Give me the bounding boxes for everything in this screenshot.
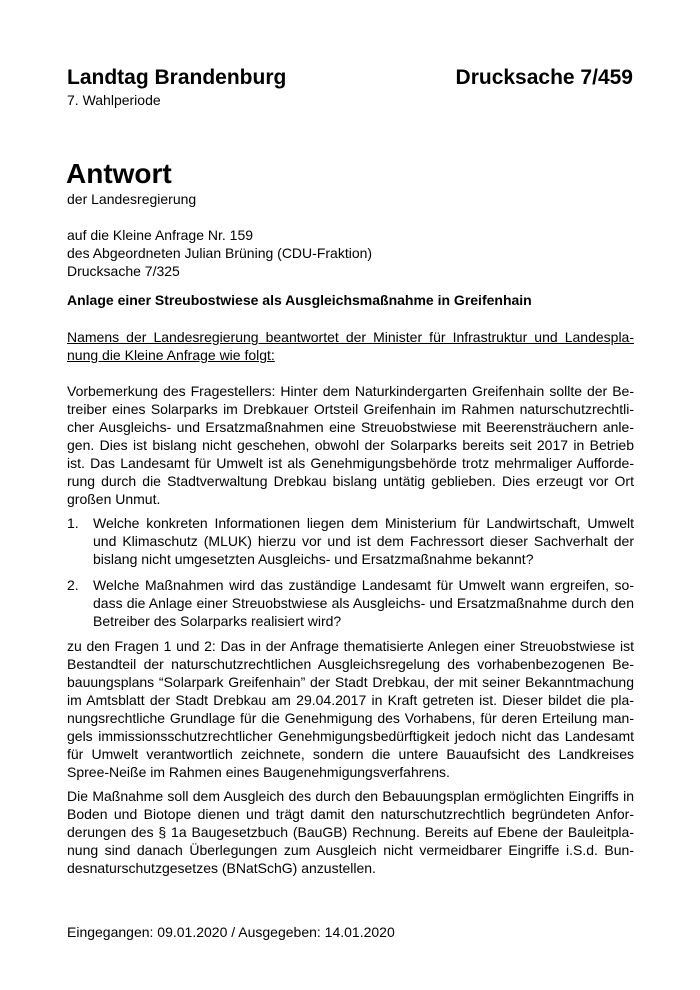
parliament-title: Landtag Brandenburg [67, 66, 287, 89]
answer-paragraph: Die Maßnahme soll dem Ausgleich des durch den Bebauungsplan ermöglichten Eingriffs in Boden und Biotope dienen und trägt damit den naturschutzrechtlich begründeten Anforderungen des § 1a Baugesetzbuch (BauGB) Rechnung. Bereits auf Ebene der Bauleitplanung sind danach Überlegungen zum Ausgleich nicht vermeidbarer Eingriffe i.S.d. Bundesnaturschutzgesetzes (BNatSchG) anzustellen. [67, 788, 634, 876]
reference-drucksache: Drucksache 7/325 [67, 263, 180, 279]
drucksache-number: Drucksache 7/459 [455, 66, 633, 89]
reference-block [67, 226, 634, 280]
reference-inquiry: auf die Kleine Anfrage Nr. 159 [67, 227, 254, 243]
reference-author: des Abgeordneten Julian Brüning (CDU-Fraktion) [67, 245, 373, 261]
intro-statement [67, 328, 634, 364]
issuer: der Landesregierung [67, 191, 197, 207]
preliminary-remark: Vorbemerkung des Fragestellers: Hinter dem Naturkindergarten Greifenhain sollte der Betreiber eines Solarparks im Drebkauer Ortsteil Greifenhain im Rahmen naturschutzrechtlicher Ausgleichs- und Ersatzmaßnahmen eine Streuobstwiese mit Beerensträuchern anlegen. Dies ist bislang nicht geschehen, obwohl der Solarparks bereits seit 2017 in Betrieb ist. Das Landesamt für Umwelt ist als Genehmigungsbehörde trotz mehrmaliger Aufforderung durch die Stadtverwaltung Drebkau bislang untätig geblieben. Dies erzeugt vor Ort großen Unmut. [67, 383, 634, 507]
document-type-heading: Antwort [66, 158, 172, 189]
footer-dates: Eingegangen: 09.01.2020 / Ausgegeben: 14.01.2020 [67, 924, 395, 940]
question-number: 1. [67, 515, 79, 531]
question-2 [67, 576, 634, 630]
intro-line-2: nung die Kleine Anfrage wie folgt: [67, 347, 275, 363]
legislative-period: 7. Wahlperiode [67, 92, 161, 108]
intro-line-1: Namens der Landesregierung beantwortet der Minister für Infrastruktur und Landespla- [67, 329, 634, 345]
question-text: Welche Maßnahmen wird das zuständige Landesamt für Umwelt wann ergreifen, sodass die Anlage einer Streuobstwiese als Ausgleichs- und Ersatzmaßnahme durch den Betreiber des Solarparks realisiert wird? [93, 577, 634, 629]
question-text: Welche konkreten Informationen liegen dem Ministerium für Landwirtschaft, Umwelt und Klimaschutz (MLUK) hierzu vor und ist dem Fachressort dieser Sachverhalt der bislang nicht umgesetzten Ausgleichs- und Ersatzmaßnahme bekannt? [93, 515, 634, 567]
answer-paragraph: zu den Fragen 1 und 2: Das in der Anfrage thematisierte Anlegen einer Streuobstwiese ist Bestandteil der naturschutzrechtlichen Ausgleichsregelung des vorhabenbezogenen Bebauungsplans “Solarpark Greifenhain” der Stadt Drebkau, der mit seiner Bekanntmachung im Amtsblatt der Stadt Drebkau am 29.04.2017 in Kraft getreten ist. Dieser bildet die planungsrechtliche Grundlage für die Genehmigung des Vorhabens, für deren Erteilung mangels immissionsschutzrechtlicher Genehmigungsbedürftigkeit jedoch nicht das Landesamt für Umwelt verantwortlich zeichnete, sondern die untere Bauaufsicht des Landkreises Spree-Neiße im Rahmen eines Baugenehmigungsverfahrens. [67, 638, 634, 780]
question-number: 2. [67, 577, 79, 593]
subject-heading: Anlage einer Streubostwiese als Ausgleichsmaßnahme in Greifenhain [67, 292, 532, 308]
question-1 [67, 514, 634, 568]
